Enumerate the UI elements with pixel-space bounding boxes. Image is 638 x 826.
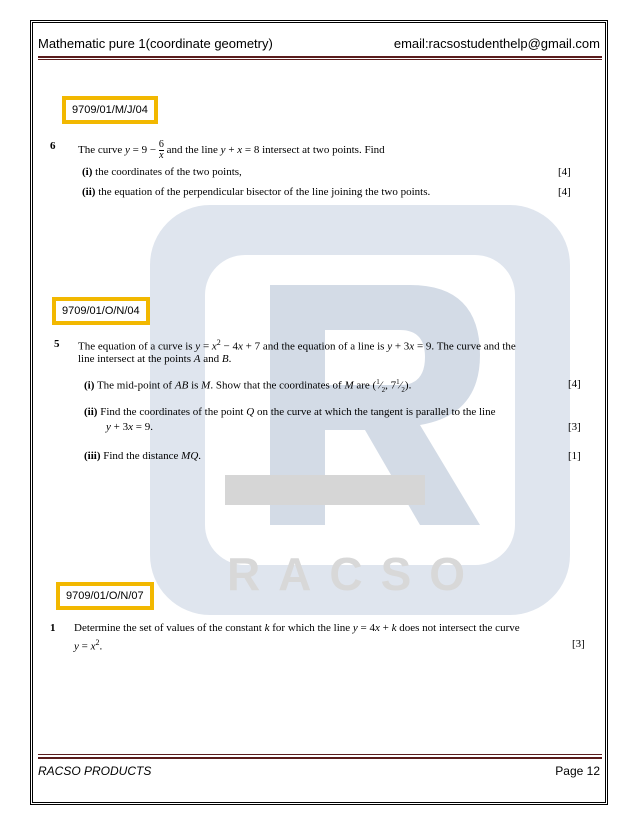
racso-watermark: [120, 205, 600, 655]
paper-code-1: 9709/01/M/J/04: [62, 96, 158, 124]
question-stem-2-line1: The equation of a curve is $y = x^2 - 4x + 7$ and the equation of a line is y + 3x = 9. The curve and the: [78, 338, 516, 353]
marks-3: [3]: [572, 638, 585, 650]
header-rule-thin: [38, 59, 602, 60]
marks-1-ii: [4]: [558, 186, 571, 198]
paper-code-2: 9709/01/O/N/04: [52, 297, 150, 325]
question-number-1: 6: [50, 140, 56, 152]
question-number-3: 1: [50, 622, 56, 634]
footer-page-number: Page 12: [555, 764, 600, 778]
paper-code-3: 9709/01/O/N/07: [56, 582, 154, 610]
header-title: Mathematic pure 1(coordinate geometry): [38, 36, 273, 51]
question-stem-3-line1: Determine the set of values of the constant k for which the line y = 4x + k does not intersect the curve: [74, 622, 520, 634]
question-stem-1: The curve y = 9 − $\frac{6}{x}$ and the line y + x = 8 intersect at two points. Find: [78, 139, 385, 161]
footer-rule: [38, 757, 602, 759]
question-stem-3-line2: $y = x^2$.: [74, 638, 103, 653]
question-stem-2-line2: line intersect at the points A and B.: [78, 353, 232, 365]
footer-brand: RACSO PRODUCTS: [38, 764, 152, 778]
header-email: email:racsostudenthelp@gmail.com: [393, 36, 600, 51]
marks-2-i: [4]: [568, 378, 581, 390]
question-number-2: 5: [54, 338, 60, 350]
question-1-part-ii: (ii) the equation of the perpendicular bisector of the line joining the two points.: [82, 186, 431, 198]
question-2-part-iii: (iii) Find the distance MQ.: [84, 450, 202, 462]
marks-1-i: [4]: [558, 166, 571, 178]
question-2-part-ii-line2: y + 3x = 9.: [106, 421, 153, 433]
watermark-text: RACSO: [226, 548, 484, 600]
marks-2-ii: [3]: [568, 421, 581, 433]
footer-rule-thin: [38, 754, 602, 755]
question-2-part-i: (i) The mid-point of AB is M. Show that the coordinates of M are ($^1⁄_2$, $7^1⁄_2$).: [84, 378, 412, 394]
marks-2-iii: [1]: [568, 450, 581, 462]
question-2-part-ii: (ii) Find the coordinates of the point Q on the curve at which the tangent is parallel to the line: [84, 406, 496, 418]
question-1-part-i: (i) the coordinates of the two points,: [82, 166, 242, 178]
header-rule: [38, 56, 602, 58]
watermark-bar: [225, 475, 425, 505]
